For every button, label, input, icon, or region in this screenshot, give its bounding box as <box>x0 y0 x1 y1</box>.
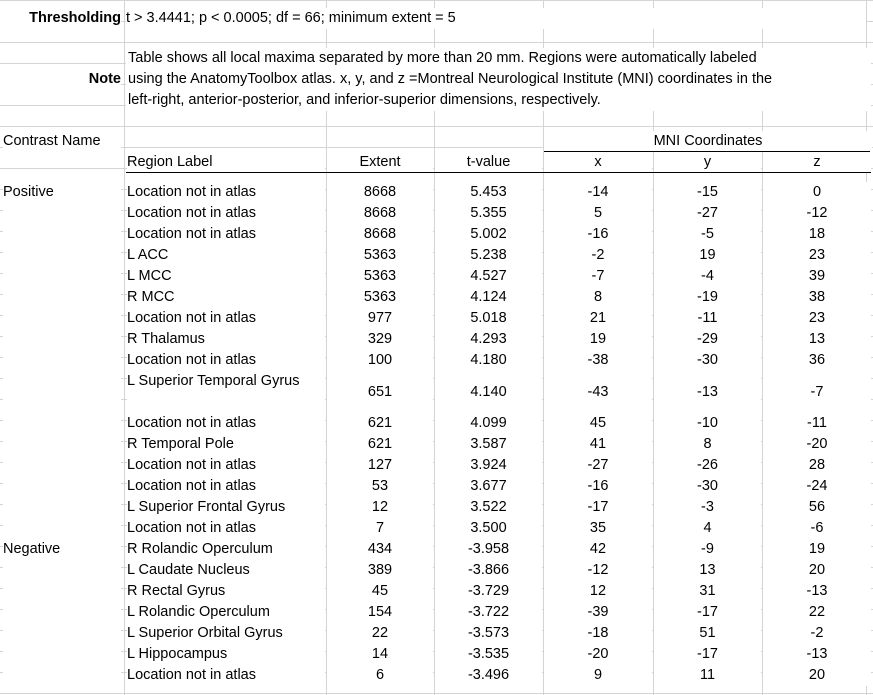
t-value-cell[interactable]: -3.573 <box>435 623 542 644</box>
t-value-cell[interactable]: -3.722 <box>435 602 542 623</box>
x-header[interactable]: x <box>544 152 652 173</box>
extent-cell[interactable]: 22 <box>327 623 433 644</box>
x-cell[interactable]: 12 <box>544 581 652 602</box>
x-cell[interactable]: -43 <box>544 371 652 413</box>
extent-cell[interactable]: 651 <box>327 371 433 413</box>
region-label-header[interactable]: Region Label <box>127 152 325 173</box>
note-line: using the AnatomyToolbox atlas. x, y, and z =Montreal Neurological Institute (MNI) coordinates in the <box>128 71 773 87</box>
y-cell[interactable]: -17 <box>654 602 761 623</box>
x-cell[interactable]: -16 <box>544 224 652 245</box>
x-cell[interactable]: 35 <box>544 518 652 539</box>
region-cell[interactable]: L Superior Orbital Gyrus <box>127 623 325 644</box>
region-cell[interactable]: Location not in atlas <box>127 182 325 203</box>
z-cell[interactable]: -13 <box>763 644 871 665</box>
region-cell[interactable]: L Hippocampus <box>127 644 325 665</box>
t-value-cell[interactable]: 3.500 <box>435 518 542 539</box>
region-cell[interactable]: Location not in atlas <box>127 413 325 434</box>
t-value-cell[interactable]: -3.535 <box>435 644 542 665</box>
extent-cell[interactable]: 434 <box>327 539 433 560</box>
extent-header[interactable]: Extent <box>327 152 433 173</box>
extent-cell[interactable]: 45 <box>327 581 433 602</box>
region-cell[interactable]: R Rectal Gyrus <box>127 581 325 602</box>
y-cell[interactable]: 4 <box>654 518 761 539</box>
y-cell[interactable]: 19 <box>654 245 761 266</box>
region-cell[interactable]: Location not in atlas <box>127 308 325 329</box>
note-line: left-right, anterior-posterior, and inferior-superior dimensions, respectively. <box>128 92 601 108</box>
contrast-cell[interactable]: Negative <box>3 539 121 560</box>
note-text[interactable] <box>126 48 871 111</box>
t-value-cell[interactable]: 3.924 <box>435 455 542 476</box>
z-cell[interactable]: 38 <box>763 287 871 308</box>
contrast-cell[interactable] <box>3 518 121 539</box>
extent-cell[interactable]: 5363 <box>327 287 433 308</box>
z-cell[interactable]: -2 <box>763 623 871 644</box>
contrast-cell[interactable] <box>3 329 121 350</box>
z-cell[interactable]: -13 <box>763 581 871 602</box>
header-underline <box>126 172 871 173</box>
y-cell[interactable]: 51 <box>654 623 761 644</box>
y-cell[interactable]: -17 <box>654 644 761 665</box>
contrast-cell[interactable] <box>3 266 121 287</box>
x-cell[interactable]: -39 <box>544 602 652 623</box>
y-cell[interactable]: -29 <box>654 329 761 350</box>
z-cell[interactable]: 56 <box>763 497 871 518</box>
t-value-cell[interactable]: 4.180 <box>435 350 542 371</box>
x-cell[interactable]: 21 <box>544 308 652 329</box>
y-cell[interactable]: -26 <box>654 455 761 476</box>
t-value-cell[interactable]: -3.729 <box>435 581 542 602</box>
t-value-cell[interactable]: 3.677 <box>435 476 542 497</box>
t-value-cell[interactable]: -3.496 <box>435 665 542 686</box>
extent-cell[interactable]: 12 <box>327 497 433 518</box>
extent-cell[interactable]: 127 <box>327 455 433 476</box>
y-cell[interactable]: 31 <box>654 581 761 602</box>
contrast-cell[interactable] <box>3 497 121 518</box>
z-cell[interactable]: 13 <box>763 329 871 350</box>
z-cell[interactable]: -6 <box>763 518 871 539</box>
x-cell[interactable]: -20 <box>544 644 652 665</box>
t-value-cell[interactable]: 3.587 <box>435 434 542 455</box>
x-cell[interactable]: -2 <box>544 245 652 266</box>
y-cell[interactable]: 11 <box>654 665 761 686</box>
region-cell[interactable]: R Temporal Pole <box>127 434 325 455</box>
y-cell[interactable]: 8 <box>654 434 761 455</box>
z-cell[interactable]: -7 <box>763 371 871 413</box>
y-cell[interactable]: -15 <box>654 182 761 203</box>
z-cell[interactable]: -20 <box>763 434 871 455</box>
y-cell[interactable]: -30 <box>654 476 761 497</box>
region-cell[interactable]: L ACC <box>127 245 325 266</box>
z-cell[interactable]: -11 <box>763 413 871 434</box>
x-cell[interactable]: 5 <box>544 203 652 224</box>
contrast-cell[interactable] <box>3 224 121 245</box>
extent-cell[interactable]: 329 <box>327 329 433 350</box>
t-value-cell[interactable]: 4.527 <box>435 266 542 287</box>
z-cell[interactable]: 18 <box>763 224 871 245</box>
t-value-cell[interactable]: 5.453 <box>435 182 542 203</box>
y-cell[interactable]: -10 <box>654 413 761 434</box>
region-cell[interactable]: R MCC <box>127 287 325 308</box>
extent-cell[interactable]: 5363 <box>327 266 433 287</box>
contrast-cell[interactable] <box>3 560 121 581</box>
z-cell[interactable]: 20 <box>763 560 871 581</box>
extent-cell[interactable]: 621 <box>327 413 433 434</box>
thresholding-label[interactable]: Thresholding <box>0 8 121 29</box>
extent-cell[interactable]: 100 <box>327 350 433 371</box>
z-cell[interactable]: -24 <box>763 476 871 497</box>
region-cell[interactable]: Location not in atlas <box>127 350 325 371</box>
extent-cell[interactable]: 389 <box>327 560 433 581</box>
note-label[interactable]: Note <box>0 69 121 90</box>
region-cell[interactable]: Location not in atlas <box>127 203 325 224</box>
contrast-cell[interactable] <box>3 413 121 434</box>
contrast-cell[interactable] <box>3 203 121 224</box>
extent-cell[interactable]: 8668 <box>327 203 433 224</box>
x-cell[interactable]: 42 <box>544 539 652 560</box>
extent-cell[interactable]: 7 <box>327 518 433 539</box>
contrast-cell[interactable] <box>3 476 121 497</box>
contrast-cell[interactable] <box>3 245 121 266</box>
z-cell[interactable]: 20 <box>763 665 871 686</box>
contrast-cell[interactable] <box>3 371 121 413</box>
contrast-cell[interactable] <box>3 434 121 455</box>
region-cell[interactable]: Location not in atlas <box>127 224 325 245</box>
extent-cell[interactable]: 154 <box>327 602 433 623</box>
x-cell[interactable]: 19 <box>544 329 652 350</box>
contrast-cell[interactable] <box>3 644 121 665</box>
region-cell[interactable]: Location not in atlas <box>127 476 325 497</box>
y-cell[interactable]: -30 <box>654 350 761 371</box>
x-cell[interactable]: -7 <box>544 266 652 287</box>
region-cell[interactable]: L Superior Frontal Gyrus <box>127 497 325 518</box>
z-cell[interactable]: 0 <box>763 182 871 203</box>
region-cell[interactable]: L MCC <box>127 266 325 287</box>
t-value-cell[interactable]: 4.099 <box>435 413 542 434</box>
z-cell[interactable]: 23 <box>763 308 871 329</box>
t-value-cell[interactable]: 5.002 <box>435 224 542 245</box>
t-value-cell[interactable]: -3.866 <box>435 560 542 581</box>
y-cell[interactable]: -9 <box>654 539 761 560</box>
contrast-cell[interactable] <box>3 308 121 329</box>
extent-cell[interactable]: 14 <box>327 644 433 665</box>
y-cell[interactable]: -4 <box>654 266 761 287</box>
extent-cell[interactable]: 621 <box>327 434 433 455</box>
x-cell[interactable]: -12 <box>544 560 652 581</box>
z-cell[interactable]: 28 <box>763 455 871 476</box>
region-cell[interactable]: Location not in atlas <box>127 665 325 686</box>
z-cell[interactable]: 36 <box>763 350 871 371</box>
extent-cell[interactable]: 5363 <box>327 245 433 266</box>
extent-cell[interactable]: 8668 <box>327 182 433 203</box>
z-cell[interactable]: 39 <box>763 266 871 287</box>
x-cell[interactable]: 9 <box>544 665 652 686</box>
region-cell[interactable]: Location not in atlas <box>127 455 325 476</box>
t-value-cell[interactable]: 4.140 <box>435 371 542 413</box>
region-cell[interactable]: R Rolandic Operculum <box>127 539 325 560</box>
contrast-name-header[interactable]: Contrast Name <box>3 131 121 152</box>
contrast-cell[interactable] <box>3 665 121 686</box>
y-header[interactable]: y <box>654 152 761 173</box>
y-cell[interactable]: -27 <box>654 203 761 224</box>
note-line: Table shows all local maxima separated by more than 20 mm. Regions were automatically labeled <box>128 50 757 66</box>
t-value-cell[interactable]: 5.355 <box>435 203 542 224</box>
region-cell[interactable]: L Rolandic Operculum <box>127 602 325 623</box>
z-header[interactable]: z <box>763 152 871 173</box>
x-cell[interactable]: 45 <box>544 413 652 434</box>
contrast-cell[interactable] <box>3 287 121 308</box>
mni-coordinates-header[interactable]: MNI Coordinates <box>544 131 872 152</box>
t-value-header[interactable]: t-value <box>435 152 542 173</box>
contrast-cell[interactable] <box>3 623 121 644</box>
x-cell[interactable]: -18 <box>544 623 652 644</box>
z-cell[interactable]: 22 <box>763 602 871 623</box>
y-cell[interactable]: -11 <box>654 308 761 329</box>
t-value-cell[interactable]: 5.018 <box>435 308 542 329</box>
x-cell[interactable]: 8 <box>544 287 652 308</box>
contrast-cell[interactable] <box>3 350 121 371</box>
contrast-cell[interactable] <box>3 602 121 623</box>
extent-cell[interactable]: 53 <box>327 476 433 497</box>
x-cell[interactable]: 41 <box>544 434 652 455</box>
thresholding-value[interactable]: t > 3.4441; p < 0.0005; df = 66; minimum extent = 5 <box>126 8 866 29</box>
t-value-cell[interactable]: 5.238 <box>435 245 542 266</box>
contrast-cell[interactable] <box>3 581 121 602</box>
region-cell[interactable]: L Caudate Nucleus <box>127 560 325 581</box>
x-cell[interactable]: -27 <box>544 455 652 476</box>
contrast-cell[interactable]: Positive <box>3 182 121 203</box>
extent-cell[interactable]: 977 <box>327 308 433 329</box>
z-cell[interactable]: 19 <box>763 539 871 560</box>
x-cell[interactable]: -38 <box>544 350 652 371</box>
region-cell[interactable]: Location not in atlas <box>127 518 325 539</box>
y-cell[interactable]: -3 <box>654 497 761 518</box>
x-cell[interactable]: -14 <box>544 182 652 203</box>
y-cell[interactable]: -13 <box>654 371 761 413</box>
extent-cell[interactable]: 8668 <box>327 224 433 245</box>
x-cell[interactable]: -16 <box>544 476 652 497</box>
t-value-cell[interactable]: 3.522 <box>435 497 542 518</box>
t-value-cell[interactable]: -3.958 <box>435 539 542 560</box>
z-cell[interactable]: -12 <box>763 203 871 224</box>
y-cell[interactable]: -19 <box>654 287 761 308</box>
t-value-cell[interactable]: 4.124 <box>435 287 542 308</box>
extent-cell[interactable]: 6 <box>327 665 433 686</box>
y-cell[interactable]: 13 <box>654 560 761 581</box>
y-cell[interactable]: -5 <box>654 224 761 245</box>
x-cell[interactable]: -17 <box>544 497 652 518</box>
region-cell[interactable]: L Superior Temporal Gyrus <box>127 371 325 413</box>
t-value-cell[interactable]: 4.293 <box>435 329 542 350</box>
region-cell[interactable]: R Thalamus <box>127 329 325 350</box>
z-cell[interactable]: 23 <box>763 245 871 266</box>
contrast-cell[interactable] <box>3 455 121 476</box>
